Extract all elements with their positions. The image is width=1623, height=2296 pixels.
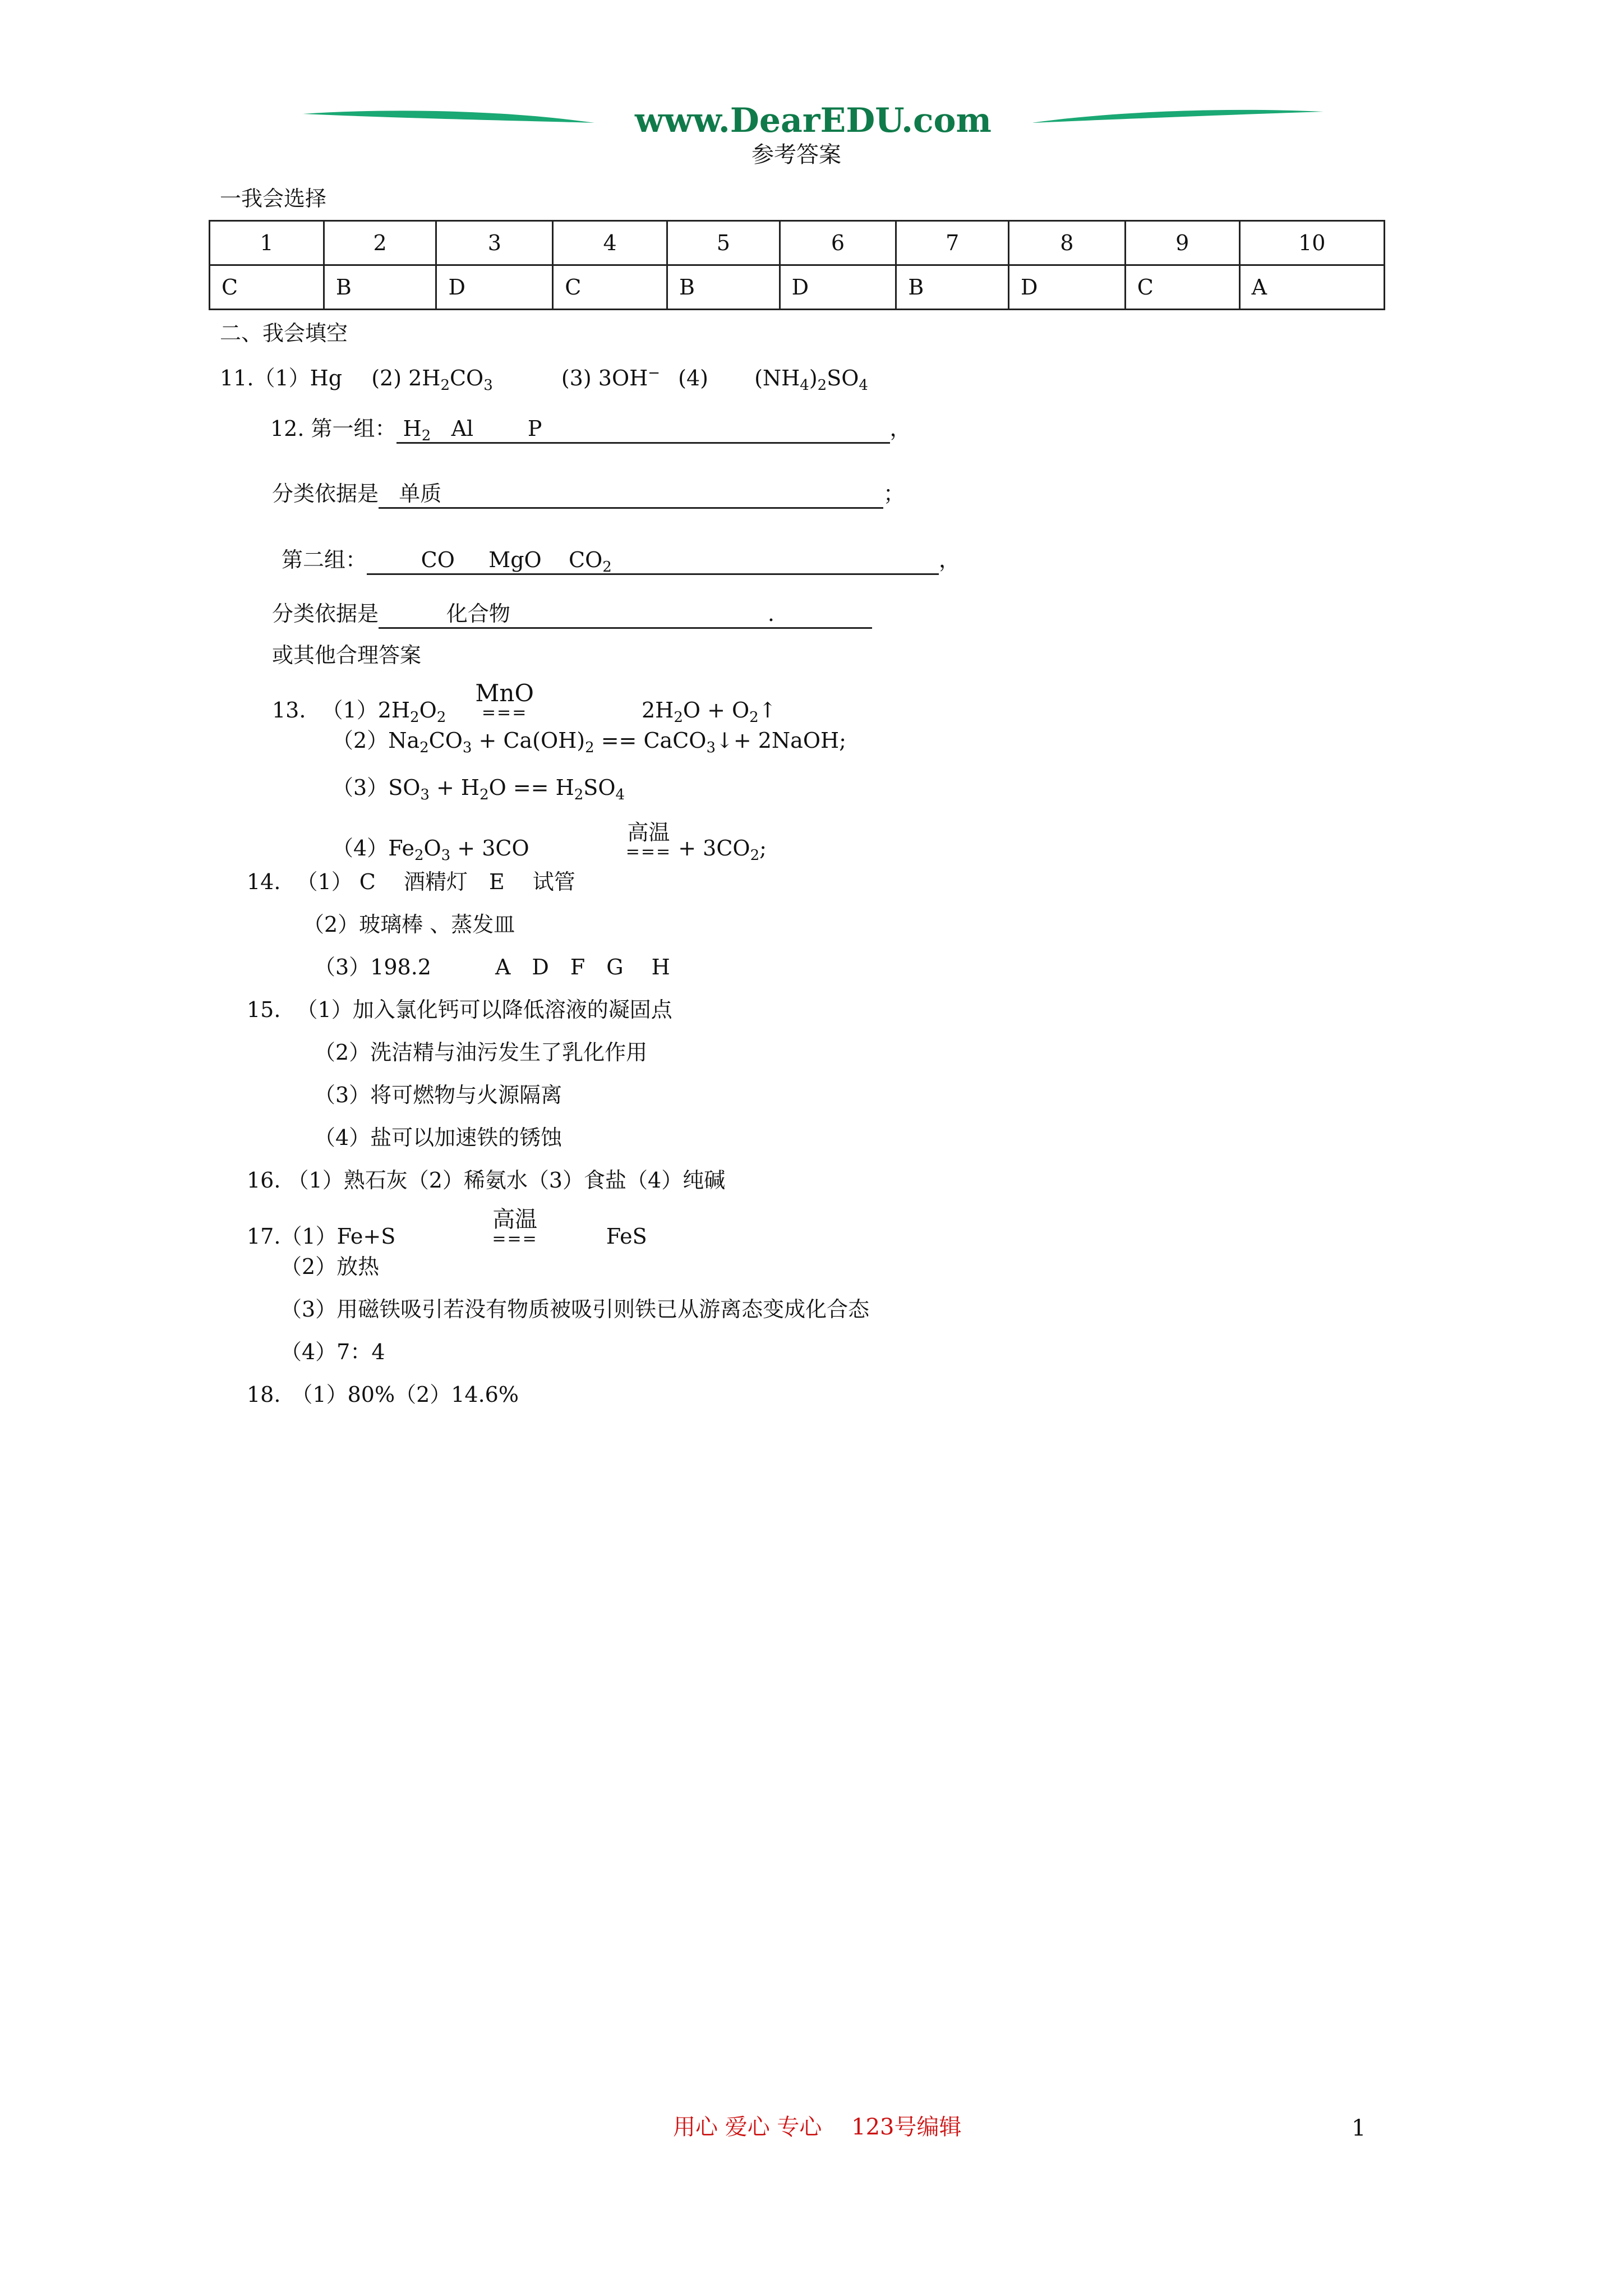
table-cell: 2 — [324, 221, 436, 265]
q15-line4: （4）盐可以加速铁的锈蚀 — [314, 1125, 562, 1150]
q13-line1 — [272, 679, 777, 726]
page-number: 1 — [1352, 2115, 1366, 2141]
answer-table — [209, 220, 1385, 310]
q12-group2-blank — [367, 546, 939, 575]
q12-basis2-blank — [379, 600, 872, 629]
answer-table-header-row — [210, 221, 1385, 265]
q17-gaowen — [492, 1207, 538, 1249]
q14-line2: （2）玻璃棒 、蒸发皿 — [303, 912, 515, 937]
q12-item-al: Al — [451, 416, 474, 441]
q12-comma: ， — [889, 416, 911, 441]
q12-basis-label: 分类依据是 — [272, 481, 379, 506]
site-logo: www.DearEDU.com — [634, 101, 992, 140]
q13-gaowen — [625, 820, 672, 862]
table-cell: A — [1239, 265, 1384, 310]
table-cell: C — [210, 265, 324, 310]
q11-formula-h2co3: $2H_2CO_3$ — [408, 366, 493, 394]
table-cell: C — [1125, 265, 1239, 310]
q17-line1 — [247, 1207, 647, 1250]
banner-swoosh-right — [1032, 104, 1324, 143]
banner-swoosh-left — [303, 104, 594, 143]
q12-item-mgo: MgO — [488, 547, 542, 572]
table-cell: 4 — [553, 221, 667, 265]
q17-l1-b: FeS — [606, 1224, 647, 1249]
table-cell: B — [896, 265, 1009, 310]
q14-l1: （1） C 酒精灯 E 试管 — [296, 869, 575, 894]
q12-item-co2: $CO_2$ — [569, 547, 612, 576]
q12-number: 12. — [270, 416, 305, 441]
table-cell: 10 — [1239, 221, 1384, 265]
table-cell: B — [324, 265, 436, 310]
q13-l4-prefix: （4） — [332, 836, 389, 861]
q11-part2-label: (2) — [371, 366, 402, 390]
q12-period: . — [767, 601, 774, 626]
q12-group2 — [282, 546, 960, 575]
table-cell: 9 — [1125, 221, 1239, 265]
table-cell: D — [780, 265, 896, 310]
q13-catalyst — [475, 679, 534, 723]
section1-title: 一我会选择 — [220, 186, 327, 211]
q11-part3-label: (3) — [561, 366, 592, 390]
q17-line3: （3）用磁铁吸引若没有物质被吸引则铁已从游离态变成化合态 — [280, 1297, 870, 1322]
q13-l4-reactants: $Fe_2O_3 + 3CO$ — [388, 836, 529, 864]
q13-eq-sign: === — [481, 703, 528, 723]
answer-table-answer-row — [210, 265, 1385, 310]
q12-group1-label: 第一组： — [311, 416, 396, 441]
q12-comma-2: ， — [939, 547, 961, 572]
q15-l1: （1）加入氯化钙可以降低溶液的凝固点 — [296, 997, 672, 1022]
table-cell: 5 — [667, 221, 780, 265]
q17-l1-a: （1）Fe+S — [280, 1224, 396, 1249]
q15-line2: （2）洗洁精与油污发生了乳化作用 — [314, 1040, 648, 1065]
q13-gaowen-text: 高温 — [627, 820, 670, 845]
q13-number: 13. — [272, 698, 306, 723]
section2-title: 二、我会填空 — [220, 321, 348, 346]
q13-l3-equation: $SO_3 + H_2O == H_2SO_4$ — [388, 775, 625, 803]
q13-l3-prefix: （3） — [332, 775, 389, 800]
q12-basis1-text: 单质 — [399, 481, 442, 506]
table-cell: 8 — [1009, 221, 1126, 265]
q17-number: 17. — [247, 1224, 281, 1249]
q12-item-p: P — [527, 416, 542, 441]
q12-group2-label: 第二组： — [282, 547, 367, 572]
q14-line3: （3）198.2 A D F G H — [314, 955, 670, 979]
q11-part4-label: (4) — [678, 366, 708, 390]
q12-group1-blank — [396, 415, 890, 444]
q12-basis2-text: 化合物 — [446, 601, 510, 626]
q17-gaowen-text: 高温 — [492, 1207, 538, 1232]
table-cell: 1 — [210, 221, 324, 265]
q11-formula-nh4so4: $(NH_4)_2SO_4$ — [754, 366, 868, 394]
q13-line2 — [332, 727, 846, 754]
header-banner — [303, 101, 1324, 143]
q12-basis-label-2: 分类依据是 — [272, 601, 379, 626]
q12-basis1-blank — [379, 480, 883, 509]
q15-line3: （3）将可燃物与火源隔离 — [314, 1083, 562, 1107]
page-title: 参考答案 — [751, 142, 841, 168]
table-cell: B — [667, 265, 780, 310]
q18-answer: 18. （1）80%（2）14.6% — [247, 1382, 519, 1407]
q13-l1-reactant: $2H_2O_2$ — [377, 698, 446, 726]
table-cell: 6 — [780, 221, 896, 265]
table-cell: D — [1009, 265, 1126, 310]
q12-basis1 — [272, 480, 905, 509]
table-cell: C — [553, 265, 667, 310]
q12-group1 — [270, 415, 911, 444]
q17-gaowen-eq: === — [492, 1229, 538, 1249]
footer-slogan: 用心 爱心 专心 123号编辑 — [673, 2114, 962, 2140]
q13-line3 — [332, 774, 625, 801]
table-cell: D — [436, 265, 553, 310]
q11-part1: （1）Hg — [253, 366, 343, 390]
q13-l4-product: + $3CO_2$; — [678, 836, 767, 864]
q13-line4 — [332, 822, 767, 862]
q17-line4: （4）7：4 — [280, 1340, 385, 1364]
q13-l1-product: $2H_2O$ + $O_2↑$ — [641, 698, 777, 726]
table-cell: 3 — [436, 221, 553, 265]
q13-l2-prefix: （2） — [332, 728, 389, 753]
q13-catalyst-text: MnO — [475, 679, 534, 707]
q16-answer: 16. （1）熟石灰（2）稀氨水（3）食盐（4）纯碱 — [247, 1168, 726, 1193]
q13-l2-equation: $Na_2CO_3 + Ca(OH)_2$ == CaCO$_3$↓+ 2NaOH; — [388, 728, 846, 756]
q12-semicolon: ； — [883, 481, 905, 506]
q17-line2: （2）放热 — [280, 1254, 380, 1279]
q11-formula-oh: 3OH− — [598, 365, 661, 390]
q15-line1 — [247, 996, 672, 1023]
table-cell: 7 — [896, 221, 1009, 265]
q12-alt-note: 或其他合理答案 — [272, 643, 422, 668]
q13-gaowen-eq: === — [625, 842, 672, 862]
q12-item-h2: $H_2$ — [403, 416, 431, 444]
q14-line1 — [247, 868, 575, 895]
q12-basis2 — [272, 600, 872, 629]
q11-answer — [220, 365, 868, 392]
q11-number: 11. — [220, 366, 254, 390]
q12-item-co: CO — [421, 547, 455, 572]
q13-l1-prefix: （1） — [321, 698, 378, 723]
q14-number: 14. — [247, 869, 281, 894]
q15-number: 15. — [247, 997, 281, 1022]
